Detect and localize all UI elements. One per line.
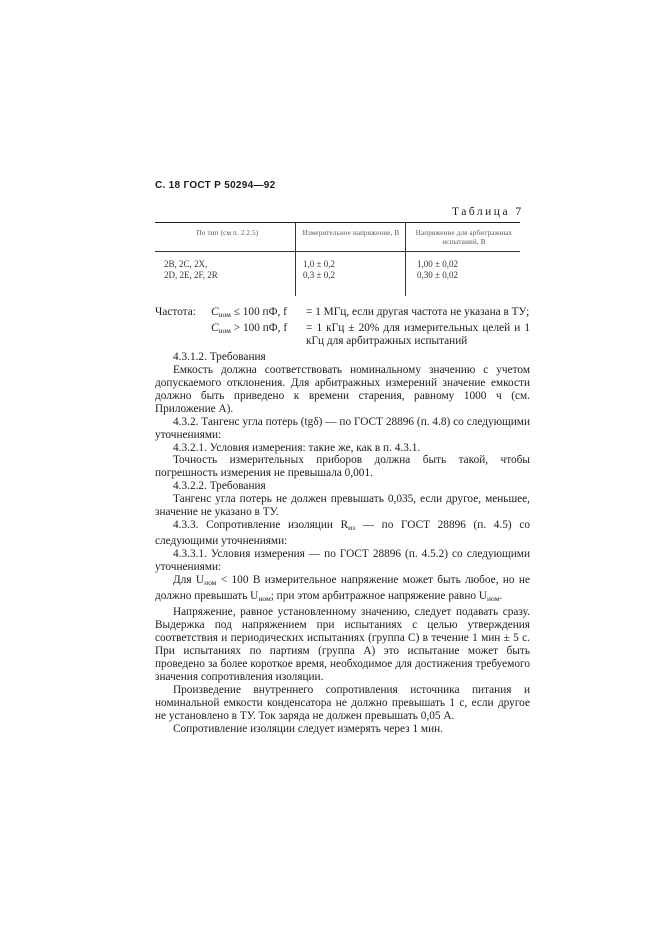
table-cell-arbitration	[417, 259, 458, 280]
frequency-label: Частота:	[155, 306, 196, 318]
column-header-measuring-voltage: Измерительное напряжение, В	[302, 229, 400, 237]
clause-4-3-3: 4.3.3. Сопротивление изоляции $R_{из}$ — по ГОСТ 28896 (п. 4.5) со следующими уточнениями:	[155, 519, 530, 548]
paragraph-measurement-time: Сопротивление изоляции следует измерять через 1 мин.	[173, 722, 443, 735]
frequency-value-2: = 1 кГц ± 20% для измерительных целей и 1 кГц для арбитражных испытаний	[306, 321, 530, 347]
clause-4-3-2-2: 4.3.2.2. Требования	[173, 480, 266, 493]
clause-4-3-2: 4.3.2. Тангенс угла потерь (tgδ) — по ГОСТ 28896 (п. 4.8) со следующими уточнениями:	[155, 415, 530, 441]
frequency-line-1	[155, 306, 530, 322]
frequency-value-1: = 1 МГц, если другая частота не указана в ТУ;	[306, 306, 530, 318]
column-header-type: По тип (см п. 2.2.5)	[196, 229, 259, 237]
table-cell-types	[164, 259, 218, 280]
paragraph-measuring-voltage: Для $U_{ном} < 100$ В измерительное напряжение может быть любое, но не должно превышать $U_{ном}$; при этом арбитражное напряжение равно $U_{ном}$.	[155, 574, 530, 604]
paragraph-voltage-application: Напряжение, равное установленному значению, следует подавать сразу. Выдержка под напряжением при испытаниях с целью утверждения соответствия и периодических испытаниях (группа С) в течение 1 мин ± 5 с. При испытаниях по партиям (группа А) это испытание может быть проведено за более короткое время, необходимое для достижения требуемого значения сопротивления изоляции.	[155, 605, 530, 683]
paragraph-charge-current: Произведение внутреннего сопротивления источника питания и номинальной емкости конденсатора не должно превышать 1 с, если другое не установлено в ТУ. Ток заряда не должен превышать 0,05 А.	[155, 683, 530, 722]
table-row-1-measuring: 1,0 ± 0,2	[303, 259, 335, 269]
frequency-condition-1: $C_{ном} \le 100$ пФ, f	[211, 306, 287, 319]
table-row-2-type: 2D, 2Е, 2F, 2R	[164, 269, 218, 280]
table-header-rule	[155, 251, 520, 252]
table-column-divider	[295, 222, 296, 296]
clause-4-3-3-1: 4.3.3.1. Условия измерения — по ГОСТ 28896 (п. 4.5.2) со следующими уточнениями:	[155, 548, 530, 574]
body-text	[155, 306, 530, 736]
frequency-condition-2: $C_{ном} > 100$ пФ, f	[211, 321, 288, 335]
paragraph-accuracy: Точность измерительных приборов должна быть такой, чтобы погрешность измерения не превышала 0,001.	[155, 454, 530, 480]
table-top-rule	[155, 222, 520, 223]
table-cell-measuring	[303, 259, 335, 280]
table-row-1-arbitration: 1,00 ± 0,02	[417, 259, 458, 269]
table-row-1-type: 2В, 2С, 2Х,	[164, 259, 208, 269]
clause-4-3-1-2: 4.3.1.2. Требования	[173, 350, 266, 363]
page-header: С. 18 ГОСТ Р 50294—92	[155, 180, 276, 191]
table-caption: Таблица 7	[452, 206, 524, 218]
voltage-table	[155, 218, 520, 298]
frequency-line-2	[155, 322, 530, 348]
table-row-2-measuring: 0,3 ± 0,2	[303, 269, 335, 280]
paragraph-capacitance-requirement: Емкость должна соответствовать номинальному значению с учетом допускаемого отклонения. Для арбитражных измерений значение емкости должно быть приведено к времени старения, равному 1000 ч (см. Приложение А).	[155, 363, 530, 415]
table-row-2-arbitration: 0,30 ± 0,02	[417, 269, 458, 280]
table-column-divider	[405, 222, 406, 296]
column-header-arbitration-voltage: Напряжение для арбитражных испытаний, В	[415, 229, 513, 246]
paragraph-tangent-limit: Тангенс угла потерь не должен превышать 0,035, если другое, меньшее, значение не указано в ТУ.	[155, 493, 530, 519]
clause-4-3-2-1: 4.3.2.1. Условия измерения: такие же, как в п. 4.3.1.	[173, 441, 421, 454]
